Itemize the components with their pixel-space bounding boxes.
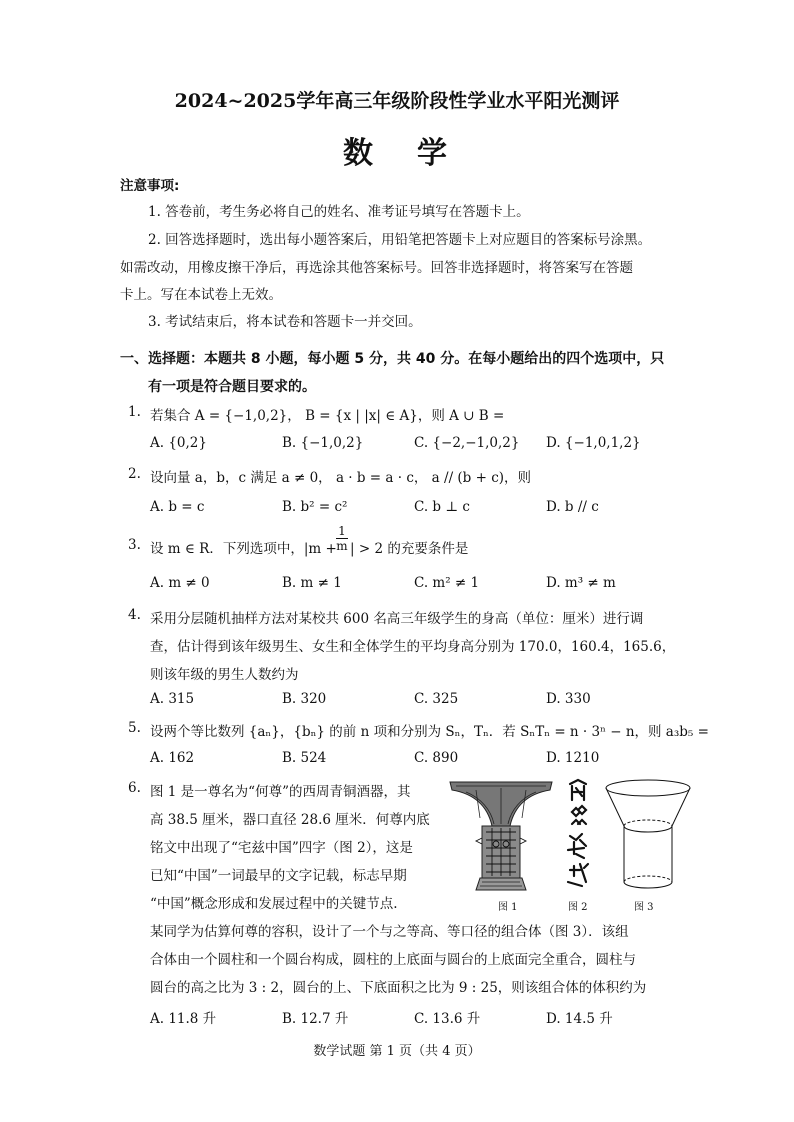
q1-stem: 若集合 A = {−1,0,2}， B = {x | |x| ∈ A}，则 A ∪ B = [150,408,505,424]
figure-2-caption: 图 2 [568,902,588,913]
q6-option-b: B. 12.7 升 [282,1011,349,1027]
notice-heading: 注意事项: [120,178,180,194]
q5-stem: 设两个等比数列 {aₙ}，{bₙ} 的前 n 项和分别为 Sₙ，Tₙ．若 SₙTₙ = n · 3ⁿ − n，则 a₃b₅ = [150,724,709,740]
q5-option-b: B. 524 [282,750,327,766]
section-heading-cont: 有一项是符合题目要求的。 [148,379,316,395]
q6-option-a: A. 11.8 升 [150,1011,217,1027]
solid-combination-figure [602,778,694,896]
q3-option-c: C. m² ≠ 1 [414,575,480,591]
q6-option-c: C. 13.6 升 [414,1011,481,1027]
q5-number: 5. [128,720,141,736]
q6-line-6: 某同学为估算何尊的容积，设计了一个与之等高、等口径的组合体（图 3）．该组 [150,924,629,940]
q1-option-d: D. {−1,0,1,2} [546,435,641,451]
q5-option-d: D. 1210 [546,750,600,766]
q4-line-1: 采用分层随机抽样方法对某校共 600 名高三年级学生的身高（单位：厘米）进行调 [150,611,644,627]
q4-option-a: A. 315 [150,691,195,707]
q6-line-5: “中国”概念形成和发展过程中的关键节点. [150,896,398,912]
notice-item-2: 2. 回答选择题时，选出每小题答案后，用铅笔把答题卡上对应题目的答案标号涂黑。 [148,232,652,248]
q1-option-c: C. {−2,−1,0,2} [414,435,520,451]
subject-title: 数学 [343,136,491,171]
q3-option-a: A. m ≠ 0 [150,575,210,591]
q6-line-8: 圆台的高之比为 3 : 2，圆台的上、下底面积之比为 9 : 25，则该组合体的体积约为 [150,980,647,996]
q6-line-7: 合体由一个圆柱和一个圆台构成，圆柱的上底面与圆台的上底面完全重合，圆柱与 [150,952,636,968]
q3-stem-post: | > 2 的充要条件是 [350,541,469,557]
exam-title: 2024~2025学年高三年级阶段性学业水平阳光测评 [174,90,620,112]
notice-item-1: 1. 答卷前，考生务必将自己的姓名、准考证号填写在答题卡上。 [148,204,530,220]
notice-item-3: 3. 考试结束后，将本试卷和答题卡一并交回。 [148,314,422,330]
q4-number: 4. [128,607,141,623]
q2-option-a: A. b = c [150,499,205,515]
q3-fraction-numerator: 1 [338,524,346,538]
section-heading: 一、选择题：本题共 8 小题，每小题 5 分，共 40 分。在每小题给出的四个选项中，只 [120,351,665,367]
q2-option-d: D. b // c [546,499,599,515]
q2-stem: 设向量 a，b，c 满足 a ≠ 0， a · b = a · c， a // (b + c)，则 [150,470,532,486]
figure-3-caption: 图 3 [634,902,654,913]
q2-number: 2. [128,466,141,482]
q6-line-4: 已知“中国”一词最早的文字记载，标志早期 [150,868,407,884]
bronze-vessel-figure [446,778,556,896]
notice-item-2-cont: 如需改动，用橡皮擦干净后，再选涂其他答案标号。回答非选择题时，将答案写在答题 [120,260,633,276]
q6-number: 6. [128,780,141,796]
q1-option-b: B. {−1,0,2} [282,435,364,451]
page-footer: 数学试题 第 1 页（共 4 页） [313,1044,481,1059]
q6-line-1: 图 1 是一尊名为“何尊”的西周青铜酒器，其 [150,784,411,800]
q1-number: 1. [128,404,141,420]
q3-option-b: B. m ≠ 1 [282,575,342,591]
q6-option-d: D. 14.5 升 [546,1011,613,1027]
q4-option-c: C. 325 [414,691,459,707]
q3-option-d: D. m³ ≠ m [546,575,616,591]
figure-1-caption: 图 1 [498,902,518,913]
q6-line-2: 高 38.5 厘米，器口直径 28.6 厘米．何尊内底 [150,812,430,828]
q3-fraction-denominator: m [336,539,348,553]
q2-option-c: C. b ⊥ c [414,499,470,515]
q4-option-d: D. 330 [546,691,591,707]
q4-line-3: 则该年级的男生人数约为 [150,667,299,683]
q4-line-2: 查，估计得到该年级男生、女生和全体学生的平均身高分别为 170.0，160.4，165.6， [150,639,676,655]
q5-option-c: C. 890 [414,750,459,766]
q5-option-a: A. 162 [150,750,195,766]
q6-line-3: 铭文中出现了“宅兹中国”四字（图 2），这是 [150,840,413,856]
q2-option-b: B. b² = c² [282,499,348,515]
inscription-figure [564,778,592,896]
q3-number: 3. [128,537,141,553]
q1-option-a: A. {0,2} [150,435,207,451]
q3-fraction [336,524,348,553]
notice-item-2-cont2: 卡上。写在本试卷上无效。 [120,287,282,303]
q4-option-b: B. 320 [282,691,327,707]
q3-stem-pre: 设 m ∈ R．下列选项中，|m + [150,541,337,557]
